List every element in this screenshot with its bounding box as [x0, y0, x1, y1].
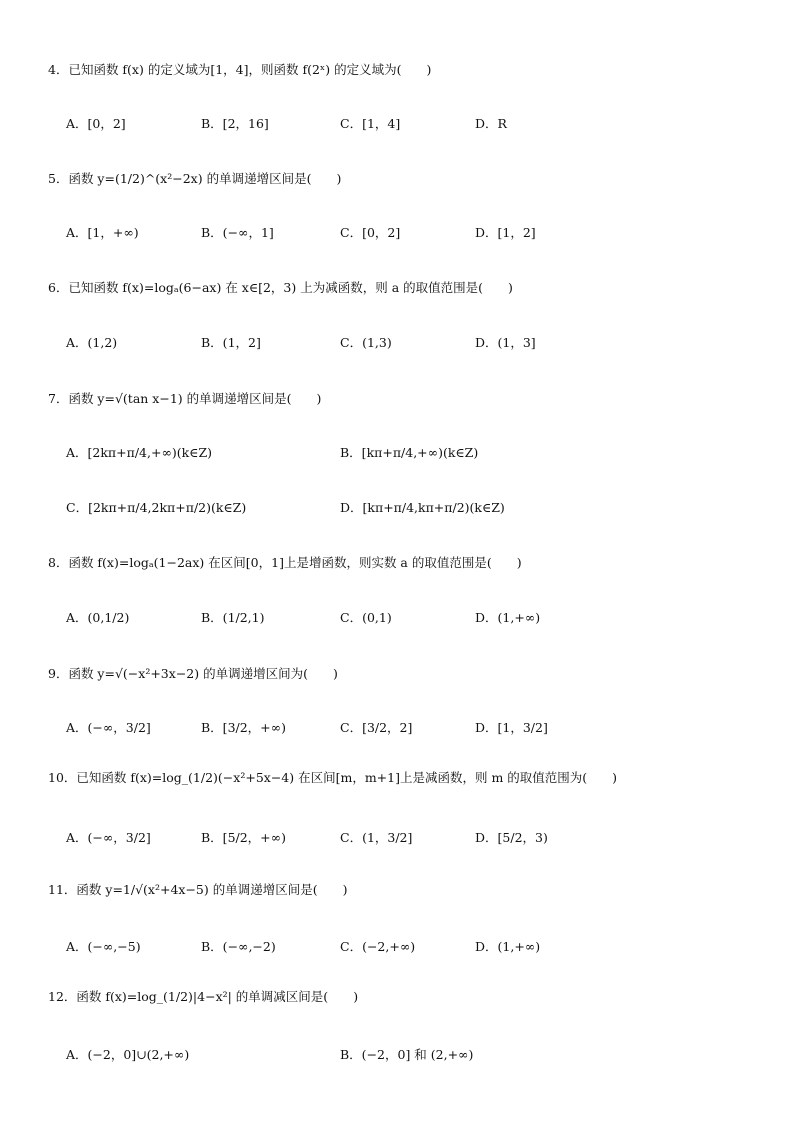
question-10-option-a: A．(−∞，3/2]	[66, 830, 151, 845]
question-8-option-b: B．(1/2,1)	[201, 610, 265, 625]
question-9-option-a: A．(−∞，3/2]	[66, 720, 151, 735]
question-12-option-a: A．(−2，0]∪(2,+∞)	[66, 1047, 190, 1062]
question-7-stem: 7．函数 y=√(tan x−1) 的单调递增区间是( )	[48, 391, 322, 406]
question-4-option-b: B．[2，16]	[201, 116, 269, 131]
question-7-option-c: C．[2kπ+π/4,2kπ+π/2)(k∈Z)	[66, 500, 247, 515]
question-12-option-b: B．(−2，0] 和 (2,+∞)	[340, 1047, 474, 1062]
question-10-stem: 10．已知函数 f(x)=log_(1/2)(−x²+5x−4) 在区间[m，m+1]上是减函数，则 m 的取值范围为( )	[48, 770, 618, 785]
question-8-stem: 8．函数 f(x)=logₐ(1−2ax) 在区间[0，1]上是增函数，则实数 a 的取值范围是( )	[48, 555, 522, 570]
question-10-option-c: C．(1，3/2]	[340, 830, 413, 845]
question-9-option-c: C．[3/2，2]	[340, 720, 413, 735]
question-11-option-d: D．(1,+∞)	[475, 939, 541, 954]
question-5-option-a: A．[1，+∞)	[66, 225, 139, 240]
question-4-option-c: C．[1，4]	[340, 116, 401, 131]
question-7-option-b: B．[kπ+π/4,+∞)(k∈Z)	[340, 445, 479, 460]
question-4-stem: 4．已知函数 f(x) 的定义域为[1，4]，则函数 f(2ˣ) 的定义域为( )	[48, 62, 432, 77]
question-9-stem: 9．函数 y=√(−x²+3x−2) 的单调递增区间为( )	[48, 666, 338, 681]
question-8-option-c: C．(0,1)	[340, 610, 392, 625]
question-7-option-a: A．[2kπ+π/4,+∞)(k∈Z)	[66, 445, 213, 460]
question-6-option-b: B．(1，2]	[201, 335, 261, 350]
question-4-option-d: D．R	[475, 116, 507, 131]
question-10-option-b: B．[5/2，+∞)	[201, 830, 286, 845]
question-8-option-d: D．(1,+∞)	[475, 610, 541, 625]
question-8-option-a: A．(0,1/2)	[66, 610, 130, 625]
question-11-option-c: C．(−2,+∞)	[340, 939, 416, 954]
question-6-option-a: A．(1,2)	[66, 335, 118, 350]
question-11-option-b: B．(−∞,−2)	[201, 939, 276, 954]
question-11-option-a: A．(−∞,−5)	[66, 939, 141, 954]
question-9-option-d: D．[1，3/2]	[475, 720, 548, 735]
question-6-stem: 6．已知函数 f(x)=logₐ(6−ax) 在 x∈[2，3) 上为减函数，则 a 的取值范围是( )	[48, 280, 513, 295]
question-10-option-d: D．[5/2，3)	[475, 830, 548, 845]
question-4-option-a: A．[0，2]	[66, 116, 126, 131]
question-5-option-d: D．[1，2]	[475, 225, 536, 240]
question-9-option-b: B．[3/2，+∞)	[201, 720, 286, 735]
question-5-option-c: C．[0，2]	[340, 225, 401, 240]
question-11-stem: 11．函数 y=1/√(x²+4x−5) 的单调递增区间是( )	[48, 882, 348, 897]
question-5-option-b: B．(−∞，1]	[201, 225, 274, 240]
question-7-option-d: D．[kπ+π/4,kπ+π/2)(k∈Z)	[340, 500, 505, 515]
question-5-stem: 5．函数 y=(1/2)^(x²−2x) 的单调递增区间是( )	[48, 171, 342, 186]
question-6-option-d: D．(1，3]	[475, 335, 536, 350]
question-6-option-c: C．(1,3)	[340, 335, 392, 350]
question-12-stem: 12．函数 f(x)=log_(1/2)|4−x²| 的单调减区间是( )	[48, 989, 359, 1004]
